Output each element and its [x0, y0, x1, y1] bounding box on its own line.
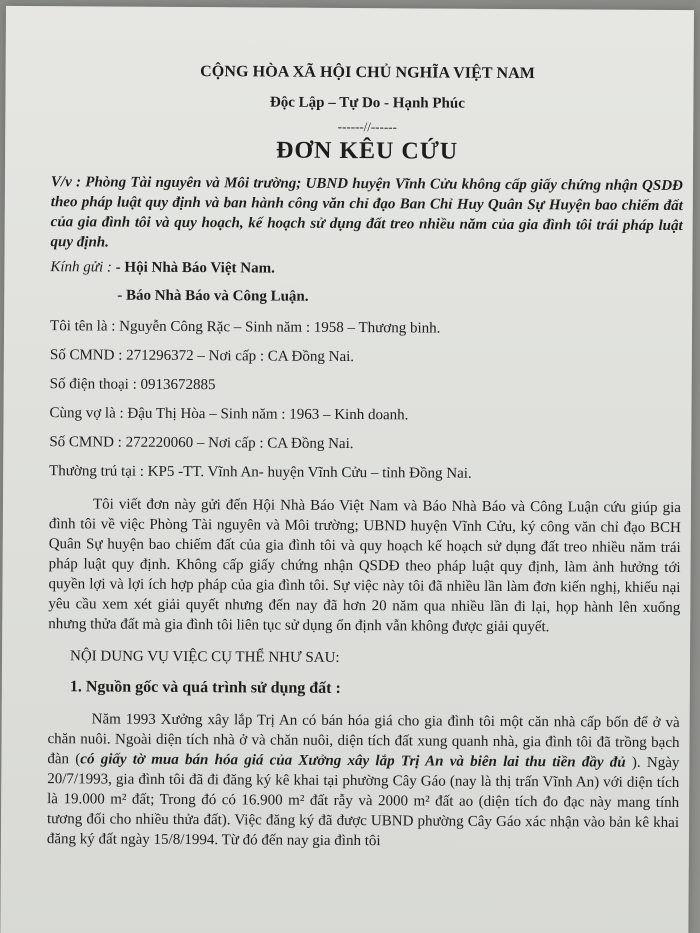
- addressee-1: - Hội Nhà Báo Việt Nam.: [115, 259, 275, 277]
- document-body: [47, 58, 684, 853]
- subheading-origin: 1. Nguồn gốc và quá trình sử dụng đất :: [69, 678, 341, 697]
- separator: ------//------: [337, 118, 397, 135]
- paragraph-origin: [47, 709, 680, 853]
- intro-paragraph: Tôi viết đơn này gửi đến Hội Nhà Báo Việt Nam và Báo Nhà Báo và Công Luận cứu giúp gia đình tôi về việc Phòng Tài nguyên và Môi trường; UBND huyện Vĩnh Cửu, ký công văn chỉ đạo BCH Quân Sự huyện bao chiếm đất của gia đình tôi và quy hoạch kế hoạch sử dụng đất treo nhiều năm trái pháp luật quy định. Không cấp giấy chứng nhận QSDĐ theo pháp luật quy định, làm ảnh hưởng tới quyền lợi và lợi ích hợp pháp của gia đình tôi. Sự việc này tôi đã nhiều lần làm đơn kiến nghị, khiếu nại yêu cầu xem xét giải quyết nhưng đến nay đã hơn 20 năm qua nhiều lần đi lại, họp hành lên xuống nhưng thửa đất mà gia đình tôi liên tục sử dụng ổn định vẫn không được giải quyết.: [48, 496, 682, 636]
- nation-title: CỘNG HÒA XÃ HỘI CHỦ NGHĨA VIỆT NAM: [200, 63, 536, 83]
- info-address: Thường trú tại : KP5 -TT. Vĩnh An- huyện Vĩnh Cửu – tỉnh Đồng Nai.: [49, 463, 472, 482]
- subject-line: V/v : Phòng Tài nguyên và Môi trường; UBND huyện Vĩnh Cửu không cấp giấy chứng nhận QSDĐ theo pháp luật quy định và ban hành công văn chỉ đạo Ban Chỉ Huy Quân Sự Huyện bao chiếm đất của gia đình tôi và quy hoạch, kế hoạch sử dụng đất treo nhiều năm của gia đình tôi trái pháp luật quy định.: [50, 174, 683, 251]
- info-id-number: Số CMND : 271296372 – Nơi cấp : CA Đồng Nai.: [49, 347, 355, 366]
- document-title: ĐƠN KÊU CỨU: [275, 137, 459, 165]
- section-heading: NỘI DUNG VỤ VIỆC CỤ THỂ NHƯ SAU:: [69, 648, 340, 666]
- info-phone: Số điện thoại : 0913672885: [49, 376, 216, 394]
- info-spouse: Cùng vợ là : Đậu Thị Hòa – Sinh năm : 1963 – Kinh doanh.: [49, 405, 409, 424]
- paragraph-origin-part-b: ). Ngày 20/7/1993, gia đình tôi đã đi đăng ký kê khai tại phường Cây Gáo (nay là thị trấn Vĩnh An) với diện tích là 19.000 m² đất; Trong đó có 16.900 m² đất rẫy và 2000 m² đất ao (diện tích đo đạc này mang tính tương đối cho nhiều thửa đất). Việc đăng ký đã được UBND phường Cây Gáo xác nhận vào bản kê khai đăng ký đất ngày 15/8/1994. Từ đó đến nay gia đình tôi: [46, 754, 680, 850]
- paragraph-origin-emphasis: có giấy tờ mua bán hóa giá của Xưởng xây lắp Trị An và biên lai thu tiền đầy đủ: [80, 751, 626, 771]
- addressee-2: - Báo Nhà Báo và Công Luận.: [117, 287, 309, 305]
- motto: Độc Lập – Tự Do - Hạnh Phúc: [269, 94, 465, 112]
- addressee-label: Kính gửi :: [50, 259, 112, 276]
- info-spouse-id: Số CMND : 272220060 – Nơi cấp : CA Đồng Nai.: [49, 434, 354, 453]
- addressee-line-1: [50, 259, 682, 280]
- paragraph-origin-part-a: Năm 1993 Xưởng xây lắp Trị An có bán hóa giá cho gia đình tôi một căn nhà cấp bốn để ở và chăn nuôi. Ngoài diện tích nhà ở và chăn nuôi, diện tích đất xung quanh nhà, gia đình tôi đã trồng bạch đàn (: [47, 711, 680, 768]
- paper-sheet: [0, 6, 694, 933]
- info-name: Tôi tên là : Nguyễn Công Rặc – Sinh năm : 1958 – Thương binh.: [50, 318, 441, 337]
